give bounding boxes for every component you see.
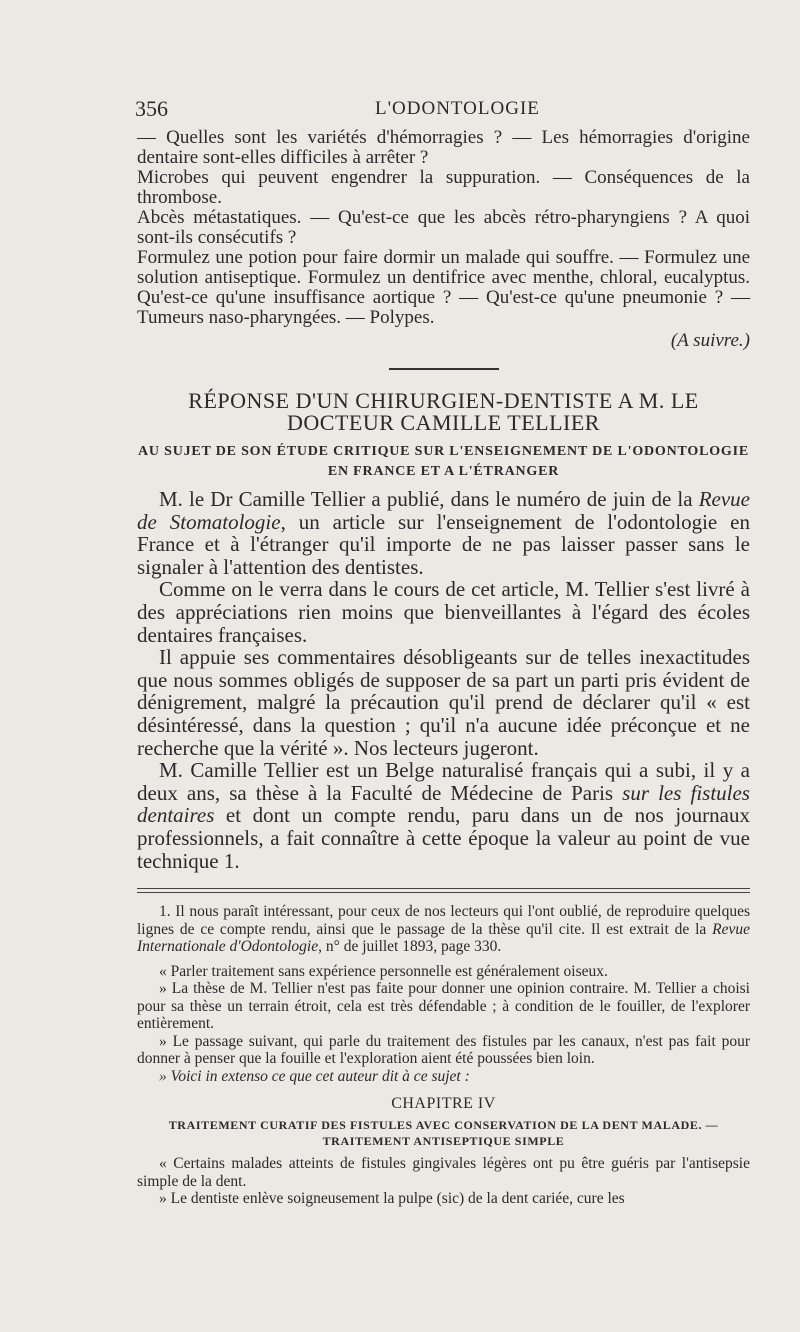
journal-title: Revue de Stomatologie xyxy=(137,487,750,534)
article-paragraph: M. Camille Tellier est un Belge naturalisé français qui a subi, il y a deux ans, sa thèse à la Faculté de Médecine de Paris sur les fistules dentaires et dont un compte rendu, paru dans un de nos journaux professionnels, a fait connaître à cette époque la valeur au point de vue technique 1. xyxy=(137,758,750,873)
article-body xyxy=(137,488,750,872)
article-paragraph: Il appuie ses commentaires désobligeants sur de telles inexactitudes que nous sommes obligés de supposer de sa part un parti pris évident de dénigrement, malgré la précaution qu'il prend de déclarer qu'il « est désintéressé, dans la question ; qu'il n'a aucune idée préconçue et ne recherche que la vérité ». Nos lecteurs jugeront. xyxy=(137,645,750,760)
question-paragraph: Microbes qui peuvent engendrer la suppuration. — Conséquences de la thrombose. xyxy=(137,167,750,208)
footnote-rule xyxy=(137,892,750,893)
question-paragraph: Formulez une potion pour faire dormir un malade qui souffre. — Formulez une solution antiseptique. Formulez un dentifrice avec menthe, chloral, eucalyptus. Qu'est-ce qu'une insuffisance aortique ? — Qu'est-ce qu'une pneumonie ? — Tumeurs naso-pharyngées. — Polypes. xyxy=(137,247,750,328)
footnote-paragraph: 1. Il nous paraît intéressant, pour ceux de nos lecteurs qui l'ont oublié, de reproduire quelques lignes de ce compte rendu, ainsi que le passage de la thèse qu'il cite. Il est extrait de la Revue Internationale d'Odontologie, n° de juillet 1893, page 330. xyxy=(137,903,750,956)
question-paragraph: Abcès métastatiques. — Qu'est-ce que les abcès rétro-pharyngiens ? A quoi sont-ils consécutifs ? xyxy=(137,207,750,248)
article-title: RÉPONSE D'UN CHIRURGIEN-DENTISTE A M. LE DOCTEUR CAMILLE TELLIER xyxy=(188,388,699,435)
footnote-paragraph: » La thèse de M. Tellier n'est pas faite pour donner une opinion contraire. M. Tellier a choisi pour sa thèse un terrain étroit, cela est très défendable ; à condition de le fouiller, de l'explorer entièrement. xyxy=(137,980,750,1033)
footnote-rule xyxy=(137,888,750,889)
chapter-subheading: TRAITEMENT CURATIF DES FISTULES AVEC CONSERVATION DE LA DENT MALADE. — TRAITEMENT ANTISEPTIQUE SIMPLE xyxy=(168,1118,719,1149)
page-header xyxy=(135,96,755,126)
footnote-paragraph: » Voici in extenso ce que cet auteur dit à ce sujet : xyxy=(159,1067,470,1085)
running-head: L'ODONTOLOGIE xyxy=(375,98,540,119)
article-paragraph: M. le Dr Camille Tellier a publié, dans le numéro de juin de la Revue de Stomatologie, un article sur l'enseignement de l'odontologie en France et à l'étranger qu'il importe de ne pas laisser passer sans le signaler à l'attention des dentistes. xyxy=(137,487,750,579)
thesis-title: sur les fistules dentaires xyxy=(137,780,750,828)
chapter-heading: CHAPITRE IV xyxy=(391,1095,496,1113)
section-divider xyxy=(389,368,499,370)
article-paragraph: Comme on le verra dans le cours de cet article, M. Tellier s'est livré à des appréciations rien moins que bienveillantes à l'égard des écoles dentaires françaises. xyxy=(137,577,750,647)
question-paragraph: — Quelles sont les variétés d'hémorragies ? — Les hémorragies d'origine dentaire sont-elles difficiles à arrêter ? xyxy=(137,127,750,168)
footnote-paragraph: » Le passage suivant, qui parle du traitement des fistules par les canaux, n'est pas fait pour donner à penser que la fouille et l'exploration aient été poussées bien loin. xyxy=(137,1032,750,1068)
footnote-paragraph: « Certains malades atteints de fistules gingivales légères ont pu être guéris par l'antisepsie simple de la dent. xyxy=(137,1155,750,1190)
exam-questions xyxy=(137,128,750,352)
journal-title: Revue Internationale d'Odontologie xyxy=(137,920,750,956)
article-subtitle: AU SUJET DE SON ÉTUDE CRITIQUE SUR L'ENSEIGNEMENT DE L'ODONTOLOGIE EN FRANCE ET A L'ÉTRANGER xyxy=(138,444,749,479)
to-be-continued: (A suivre.) xyxy=(670,330,750,351)
page-body xyxy=(137,128,750,1208)
page-number: 356 xyxy=(135,96,168,121)
footnote-paragraph: « Parler traitement sans expérience personnelle est généralement oiseux. xyxy=(159,962,608,980)
footnote-paragraph: » Le dentiste enlève soigneusement la pulpe (sic) de la dent cariée, cure les xyxy=(159,1190,625,1208)
footnote xyxy=(137,903,750,1208)
